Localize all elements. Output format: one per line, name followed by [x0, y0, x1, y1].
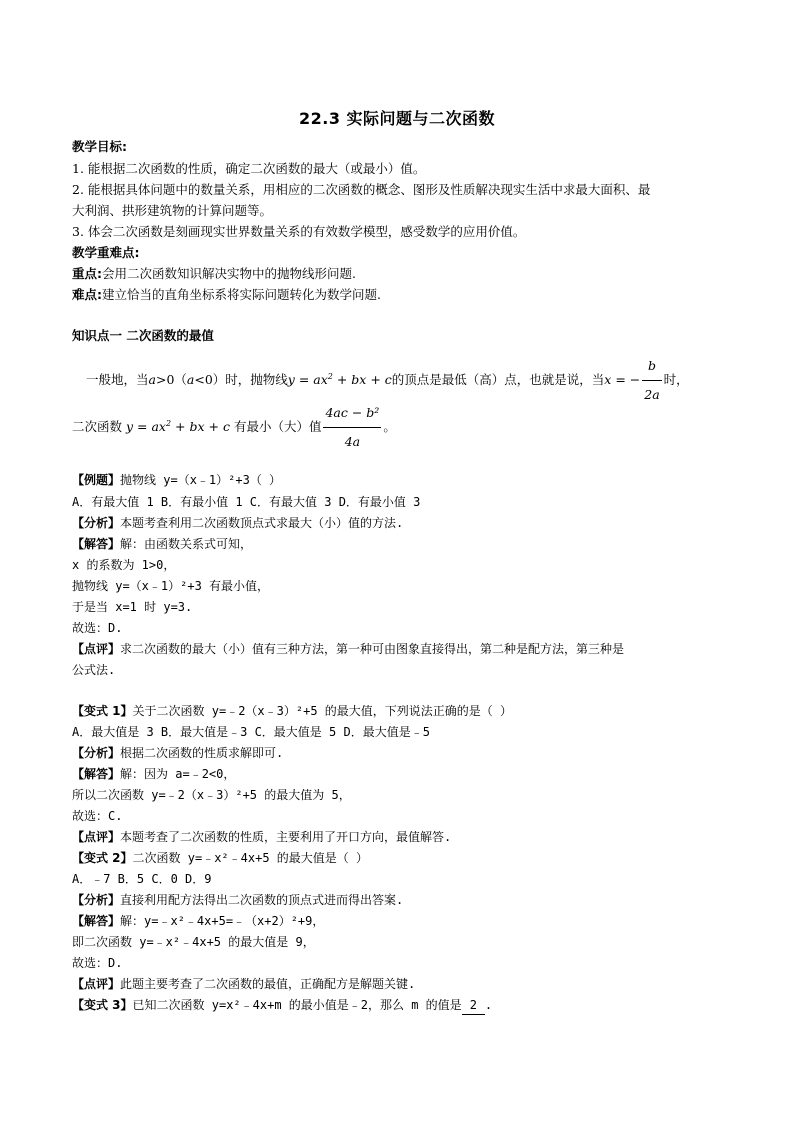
variant-label: 【变式 2】 [72, 851, 133, 865]
variant-label: 【变式 3】 [72, 998, 133, 1012]
var-a: a [186, 372, 195, 387]
comment-text: 此题主要考查了二次函数的最值，正确配方是解题关键. [120, 977, 416, 991]
page-title: 22.3 实际问题与二次函数 [298, 109, 496, 128]
example-question [72, 471, 281, 489]
analysis-label: 【分析】 [72, 746, 121, 760]
example-label: 【例题】 [72, 473, 121, 487]
var-a: a [148, 372, 156, 387]
text: 时， [663, 372, 689, 387]
fraction-b-over-2a [642, 352, 661, 409]
answer-line: 所以二次函数 y=﹣2（x﹣3）²+5 的最大值为 5， [72, 788, 351, 802]
variant3-question [72, 996, 492, 1015]
answer-text: 解：y=﹣x²﹣4x+5=﹣（x+2）²+9， [120, 914, 325, 928]
text: >0（ [155, 372, 187, 387]
comment-text: 本题考查了二次函数的性质，主要利用了开口方向，最值解答. [120, 830, 452, 844]
difficulty-point [72, 286, 381, 304]
answer-line: 故选：D. [72, 621, 123, 635]
answer-line: 即二次函数 y=﹣x²﹣4x+5 的最大值是 9， [72, 935, 315, 949]
analysis-text: 本题考查利用二次函数顶点式求最大（小）值的方法. [120, 516, 404, 530]
example-analysis [72, 514, 403, 532]
variant1-comment [72, 828, 451, 846]
example-comment [72, 640, 624, 658]
text: 二次函数 [72, 419, 123, 434]
variant2-question [72, 849, 368, 867]
comment-label: 【点评】 [72, 642, 121, 656]
variant2-analysis [72, 891, 403, 909]
answer-line: 故选：D. [72, 956, 123, 970]
answer-text: 解：由函数关系式可知， [120, 537, 253, 551]
question-text: 已知二次函数 y=x²﹣4x+m 的最小值是﹣2，那么 m 的值是 [132, 998, 462, 1012]
definition-line-2 [72, 399, 396, 456]
variant2-comment [72, 975, 415, 993]
variant-label: 【变式 1】 [72, 704, 133, 718]
text: . [484, 998, 493, 1012]
goal-item: 2. 能根据具体问题中的数量关系，用相应的二次函数的概念、图形及性质解决现实生活中求最大面积、最 [72, 182, 651, 197]
keypoints-heading: 教学重难点: [72, 245, 140, 260]
variant1-question [72, 702, 512, 720]
analysis-label: 【分析】 [72, 516, 121, 530]
denominator: 2a [644, 387, 660, 402]
text: 的顶点是最低（高）点，也就是说，当 [391, 372, 605, 387]
variant1-options: A．最大值是 3 B．最大值是﹣3 C．最大值是 5 D．最大值是﹣5 [72, 725, 430, 739]
answer-line: 于是当 x=1 时 y=3. [72, 600, 193, 614]
key-label: 重点: [72, 266, 102, 281]
goal-item: 大利润、拱形建筑物的计算问题等。 [72, 203, 273, 218]
section-heading: 知识点一 二次函数的最值 [72, 328, 214, 343]
answer-line: x 的系数为 1>0， [72, 558, 176, 572]
question-text: 关于二次函数 y=﹣2（x﹣3）²+5 的最大值，下列说法正确的是（ ） [132, 704, 513, 718]
variant2-options: A．﹣7 B．5 C．0 D．9 [72, 872, 212, 886]
difficulty-text: 建立恰当的直角坐标系将实际问题转化为数学问题. [102, 287, 381, 302]
variant2-answer [72, 912, 324, 930]
x-vertex-formula: x = − [604, 372, 641, 387]
text: 一般地，当 [86, 372, 149, 387]
example-answer [72, 535, 252, 553]
goals-heading: 教学目标: [72, 139, 127, 154]
fraction-extreme-value [323, 399, 381, 456]
text: 。 [383, 419, 396, 434]
analysis-label: 【分析】 [72, 893, 121, 907]
numerator: 4ac − b² [323, 399, 381, 428]
example-options: A．有最大值 1 B．有最小值 1 C．有最大值 3 D．有最小值 3 [72, 495, 421, 509]
key-point [72, 265, 356, 283]
variant1-answer [72, 765, 235, 783]
question-text: 二次函数 y=﹣x²﹣4x+5 的最大值是（ ） [132, 851, 369, 865]
comment-line: 公式法. [72, 663, 116, 677]
answer-label: 【解答】 [72, 767, 121, 781]
question-text: 抛物线 y=（x﹣1）²+3（ ） [120, 473, 282, 487]
analysis-text: 根据二次函数的性质求解即可. [120, 746, 284, 760]
analysis-text: 直接利用配方法得出二次函数的顶点式进而得出答案. [120, 893, 404, 907]
numerator: b [642, 352, 661, 381]
key-text: 会用二次函数知识解决实物中的抛物线形问题. [102, 266, 356, 281]
quadratic-formula: $y = ax^2$ + bx + c [122, 419, 234, 434]
parabola-formula: $y = ax^2$ + bx + c [287, 372, 392, 387]
comment-text: 求二次函数的最大（小）值有三种方法，第一种可由图象直接得出，第二种是配方法，第三种是 [120, 642, 625, 656]
text: 有最小（大）值 [233, 419, 322, 434]
denominator: 4a [344, 434, 361, 449]
answer-line: 故选：C. [72, 809, 123, 823]
difficulty-label: 难点: [72, 287, 102, 302]
answer-blank: 2 [462, 996, 485, 1015]
answer-label: 【解答】 [72, 914, 121, 928]
answer-label: 【解答】 [72, 537, 121, 551]
comment-label: 【点评】 [72, 830, 121, 844]
comment-label: 【点评】 [72, 977, 121, 991]
variant1-analysis [72, 744, 283, 762]
goal-item: 1. 能根据二次函数的性质，确定二次函数的最大（或最小）值。 [72, 161, 426, 176]
answer-text: 解：因为 a=﹣2<0， [120, 767, 236, 781]
goal-item: 3. 体会二次函数是刻画现实世界数量关系的有效数学模型，感受数学的应用价值。 [72, 224, 526, 239]
answer-line: 抛物线 y=（x﹣1）²+3 有最小值， [72, 579, 270, 593]
text: <0）时，抛物线 [194, 372, 288, 387]
